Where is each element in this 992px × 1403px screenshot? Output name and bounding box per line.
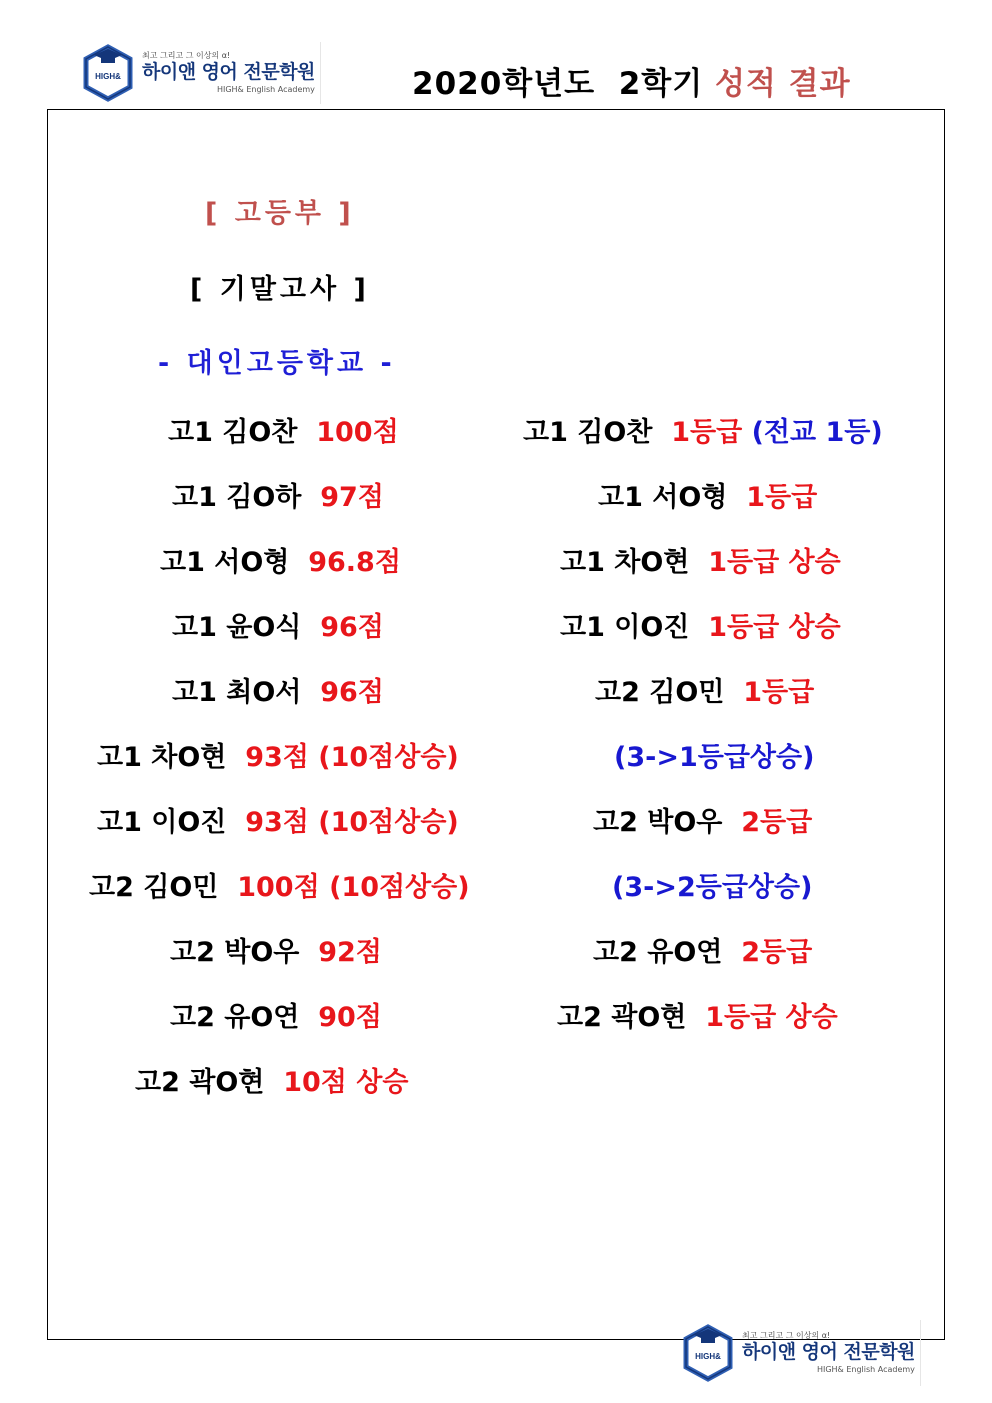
academy-logo [82,42,321,104]
exam-label: [ 기말고사 ] [190,274,370,305]
graduation-cap-hexagon-icon [682,1323,734,1383]
list-item: 고1 차O현 1등급 상승 [560,547,841,578]
graduation-cap-hexagon-icon [82,43,134,103]
logo-english-name: HIGH& English Academy [816,1365,915,1374]
school-label: - 대인고등학교 - [158,348,396,379]
academy-logo-footer [682,1320,921,1386]
content-box [47,109,945,1340]
list-item: 고1 김O하 97점 [172,482,384,513]
list-item: 고1 서O형 1등급 [598,482,818,513]
svg-text:HIGH&: HIGH& [695,1352,721,1361]
logo-english-name: HIGH& English Academy [216,85,315,94]
list-item: (3->2등급상승) [612,872,813,903]
logo-name: 하이앤 영어 전문학원 [742,1341,915,1363]
list-item: 고1 김O찬 1등급 (전교 1등) [523,417,883,448]
list-item: (3->1등급상승) [614,742,815,773]
list-item: 고1 차O현 93점 (10점상승) [97,742,459,773]
list-item: 고1 최O서 96점 [172,677,384,708]
page-title [412,58,851,103]
list-item: 고2 유O연 90점 [170,1002,382,1033]
list-item: 고2 곽O현 1등급 상승 [557,1002,838,1033]
list-item: 고2 곽O현 10점 상승 [135,1067,409,1098]
title-main: 2020학년도 2학기 [412,66,715,102]
list-item: 고2 유O연 2등급 [593,937,813,968]
list-item: 고2 박O우 2등급 [593,807,813,838]
list-item: 고1 서O형 96.8점 [160,547,401,578]
section-label: [ 고등부 ] [205,198,355,229]
logo-name: 하이앤 영어 전문학원 [142,61,315,83]
list-item: 고1 이O진 93점 (10점상승) [97,807,459,838]
list-item: 고1 윤O식 96점 [172,612,384,643]
list-item: 고1 김O찬 100점 [168,417,399,448]
list-item: 고2 박O우 92점 [170,937,382,968]
title-accent: 성적 결과 [714,66,851,102]
logo-slogan: 최고 그리고 그 이상의 α! [142,51,231,60]
list-item: 고2 김O민 100점 (10점상승) [89,872,470,903]
list-item: 고1 이O진 1등급 상승 [560,612,841,643]
logo-slogan: 최고 그리고 그 이상의 α! [742,1331,831,1340]
svg-text:HIGH&: HIGH& [95,72,121,81]
list-item: 고2 김O민 1등급 [595,677,815,708]
